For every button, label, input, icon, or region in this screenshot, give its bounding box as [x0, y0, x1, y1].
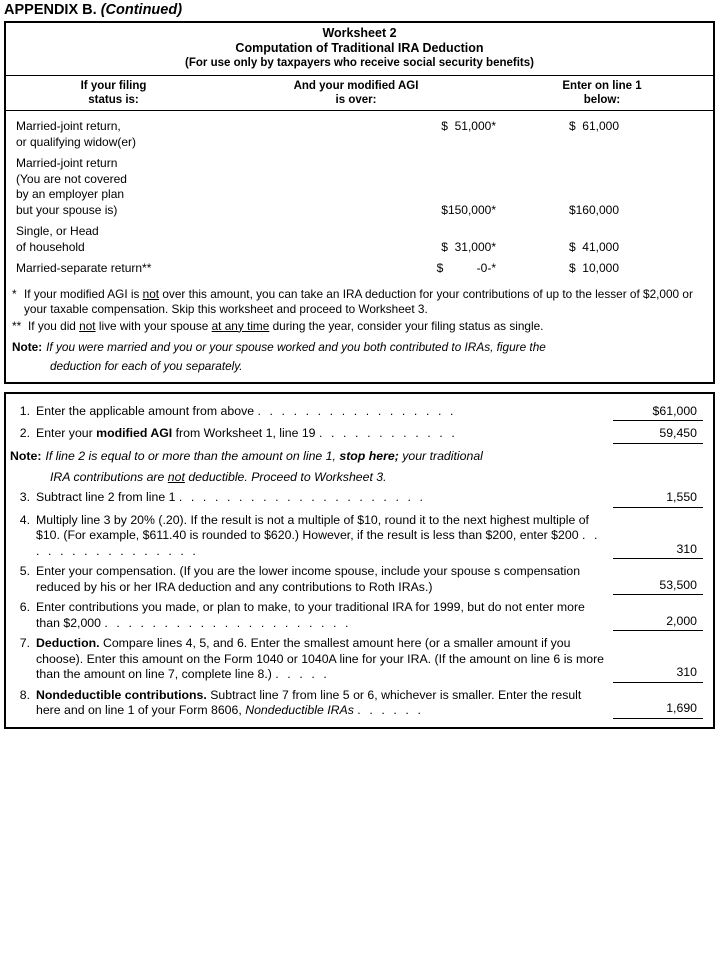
table-row — [6, 261, 713, 277]
line-label: Multiply line 3 by 20% (.20). If the result is not a multiple of $10, round it to the next highest multiple of $10. (For example, $611.40 is rounded to $620.) However, if the result is less than $200, enter $200 — [36, 512, 589, 542]
note-label: Note: — [10, 448, 42, 463]
row-enter-value: $ 41,000 — [568, 239, 619, 254]
line-text — [36, 688, 613, 719]
table-row — [6, 119, 713, 150]
footnote-part1: If you did — [28, 318, 80, 333]
leader-dots: . . . . . . . . . . . . . . . . — [36, 528, 601, 558]
row-agi: $ -0-* — [436, 261, 496, 275]
row-status — [6, 119, 306, 150]
line-amount — [613, 490, 713, 508]
line-amount — [613, 665, 713, 683]
row-status-line: by an employer plan — [16, 187, 125, 201]
note-line2-pre: IRA contributions are — [50, 470, 168, 484]
row-status — [6, 224, 306, 255]
column-header-filing-status — [6, 79, 221, 107]
line-amount — [613, 426, 713, 444]
computation-worksheet — [4, 392, 715, 729]
worksheet-title-line3: (For use only by taxpayers who receive social security benefits) — [185, 57, 534, 69]
table-row — [6, 156, 713, 218]
line-amount — [613, 578, 713, 596]
note-post: your traditional — [398, 448, 483, 463]
line-label: Enter your compensation. (If you are the lower income spouse, include your spouse s compensation reduced by his or her IRA deduction and any contributions to Roth IRAs.) — [36, 564, 581, 594]
note-line2-post: deductible. Proceed to Worksheet 3. — [184, 470, 387, 484]
row-enter — [496, 203, 711, 219]
footnote-marker: * — [12, 286, 17, 301]
footnote-not: not — [79, 318, 96, 333]
line-label: Subtract line 7 from line 5 or 6, whichever is smaller. Enter the result here and on line 1 of your Form 8606, — [36, 687, 582, 717]
worksheet-line-8 — [6, 688, 713, 719]
row-status-line: but your spouse is) — [16, 202, 118, 217]
line-label-bold: modified AGI — [96, 426, 173, 440]
leader-dots: . . . . . — [275, 667, 330, 681]
worksheet-line-7 — [6, 636, 713, 683]
footnote-text — [24, 287, 705, 317]
table-column-headers — [6, 76, 713, 111]
worksheet-line-5 — [6, 564, 713, 595]
col3-line2: below: — [583, 94, 621, 106]
line-number: 3. — [19, 490, 30, 504]
row-enter-value: $160,000 — [568, 202, 619, 217]
footnote-part3: during the year, consider your filing status as single. — [269, 318, 544, 333]
col2-line1: And your modified AGI — [293, 80, 419, 92]
line-number: 2. — [19, 426, 30, 440]
line-label: Compare lines 4, 5, and 6. Enter the smallest amount here (or a smaller amount if you choose). Enter this amount on the Form 1040 or 1040A line for your IRA. (If the amount on line 6 is more than the amount on line 7, complete line 8.) — [36, 636, 605, 681]
col1-line1: If your filing — [80, 80, 147, 92]
table-rows — [6, 111, 713, 283]
row-status-line: Married-joint return — [16, 156, 118, 170]
line-label-italic: Nondeductible IRAs — [245, 703, 354, 717]
footnote-part2: over this amount, you can take an IRA deduction for your contributions of up to the lesser of $2,000 or your taxable compensation. Skip this worksheet and proceed to Worksheet 3. — [24, 286, 693, 316]
note-line2-not: not — [167, 470, 185, 484]
line-text — [36, 490, 613, 508]
leader-dots: . . . . . . . . . . . . . . . . . . . . . — [178, 490, 426, 504]
line-label-bold: Nondeductible contributions. — [36, 687, 207, 702]
line-number: 5. — [19, 564, 30, 578]
row-status-line: or qualifying widow(er) — [16, 134, 137, 149]
worksheet-title — [6, 23, 713, 76]
footnote-part2: live with your spouse — [95, 318, 212, 333]
worksheet-note-cont — [6, 359, 713, 382]
footnote-single-star — [12, 287, 705, 317]
row-enter: $ 10,000 — [568, 261, 619, 275]
line-number: 1. — [19, 403, 30, 418]
line-text — [36, 404, 613, 422]
note-body — [46, 340, 546, 355]
line-text — [36, 426, 613, 444]
line-amount-value[interactable]: 2,000 — [613, 614, 703, 632]
line-number: 7. — [19, 636, 30, 650]
line-amount-value[interactable]: $61,000 — [613, 404, 703, 422]
footnotes — [6, 283, 713, 340]
row-enter — [496, 240, 711, 256]
leader-dots: . . . . . . — [357, 703, 424, 717]
appendix-continued: (Continued) — [100, 2, 183, 18]
worksheet-line-6 — [6, 600, 713, 631]
footnote-not: not — [142, 286, 160, 301]
line-number: 8. — [19, 687, 30, 702]
line-label-bold: Deduction. — [36, 636, 100, 650]
footnote-atanytime: at any time — [211, 318, 270, 333]
line-label: Subtract line 2 from line 1 — [36, 490, 176, 504]
line-amount — [613, 701, 713, 719]
line-label: Enter contributions you made, or plan to make, to your traditional IRA for 1999, but do not enter more than $2,000 — [36, 600, 585, 630]
line-text — [36, 513, 613, 560]
line-text — [36, 636, 613, 683]
worksheet-title-line1: Worksheet 2 — [322, 26, 397, 40]
note-line2: deduction for each of you separately. — [50, 358, 243, 373]
line-amount — [613, 542, 713, 560]
column-header-modified-agi — [221, 79, 491, 107]
page-title — [0, 0, 725, 21]
row-agi-value: $150,000* — [441, 202, 496, 217]
line-amount — [613, 614, 713, 632]
row-agi — [306, 203, 496, 219]
row-status-line: Married-joint return, — [16, 119, 121, 133]
col1-line2: status is: — [88, 94, 139, 106]
line-text — [36, 600, 613, 631]
row-status-line: Single, or Head — [16, 224, 99, 238]
line-amount-value[interactable]: 1,690 — [613, 701, 703, 719]
leader-dots: . . . . . . . . . . . . . . . . . . . . . — [104, 615, 352, 630]
worksheet-line-3 — [6, 490, 713, 508]
row-status-line: (You are not covered — [16, 171, 127, 186]
line-label: Enter the applicable amount from above — [36, 403, 255, 418]
line-amount-value[interactable]: 310 — [613, 542, 703, 560]
table-row — [6, 224, 713, 255]
note-line1: If you were married and you or your spouse worked and you both contributed to IRAs, figure the — [46, 339, 546, 354]
row-agi — [306, 240, 496, 256]
line-amount-value[interactable]: 53,500 — [613, 578, 703, 596]
row-status — [6, 156, 306, 218]
row-enter: $ 61,000 — [568, 119, 619, 133]
note-label: Note: — [12, 339, 43, 354]
computation-note-line2 — [6, 470, 713, 484]
note-body — [45, 449, 482, 465]
column-header-enter-on-line1 — [491, 79, 713, 107]
line-amount-value[interactable]: 310 — [613, 665, 703, 683]
leader-dots: . . . . . . . . . . . . — [318, 426, 458, 440]
col3-line1: Enter on line 1 — [562, 80, 642, 92]
worksheet-table — [4, 21, 715, 384]
row-agi-value: $ 31,000* — [441, 239, 496, 254]
appendix-label: APPENDIX B. — [4, 2, 97, 18]
line-amount-value[interactable]: 1,550 — [613, 490, 703, 508]
note-bold: stop here; — [339, 448, 399, 463]
line-label-pre: Enter your — [36, 426, 97, 440]
row-status-line: of household — [16, 239, 85, 254]
line-number: 4. — [19, 512, 30, 527]
footnote-text — [28, 319, 705, 334]
worksheet-line-1 — [6, 404, 713, 422]
col2-line2: is over: — [335, 94, 377, 106]
worksheet-line-4 — [6, 513, 713, 560]
line-text — [36, 564, 613, 595]
leader-dots: . . . . . . . . . . . . . . . . . — [257, 403, 457, 418]
footnote-part1: If your modified AGI is — [24, 286, 143, 301]
worksheet-note — [6, 340, 713, 359]
note-pre: If line 2 is equal to or more than the amount on line 1, — [45, 448, 340, 463]
computation-note — [6, 449, 713, 465]
line-amount-value[interactable]: 59,450 — [613, 426, 703, 444]
footnote-marker: ** — [12, 318, 22, 333]
worksheet-line-2 — [6, 426, 713, 444]
worksheet-title-line2: Computation of Traditional IRA Deduction — [235, 41, 484, 55]
footnote-double-star — [12, 319, 705, 334]
line-amount — [613, 404, 713, 422]
line-label-post: from Worksheet 1, line 19 — [172, 426, 316, 440]
row-status-line: Married-separate return** — [16, 261, 152, 275]
row-agi: $ 51,000* — [441, 119, 496, 133]
row-status — [6, 261, 306, 277]
line-number: 6. — [19, 600, 30, 614]
